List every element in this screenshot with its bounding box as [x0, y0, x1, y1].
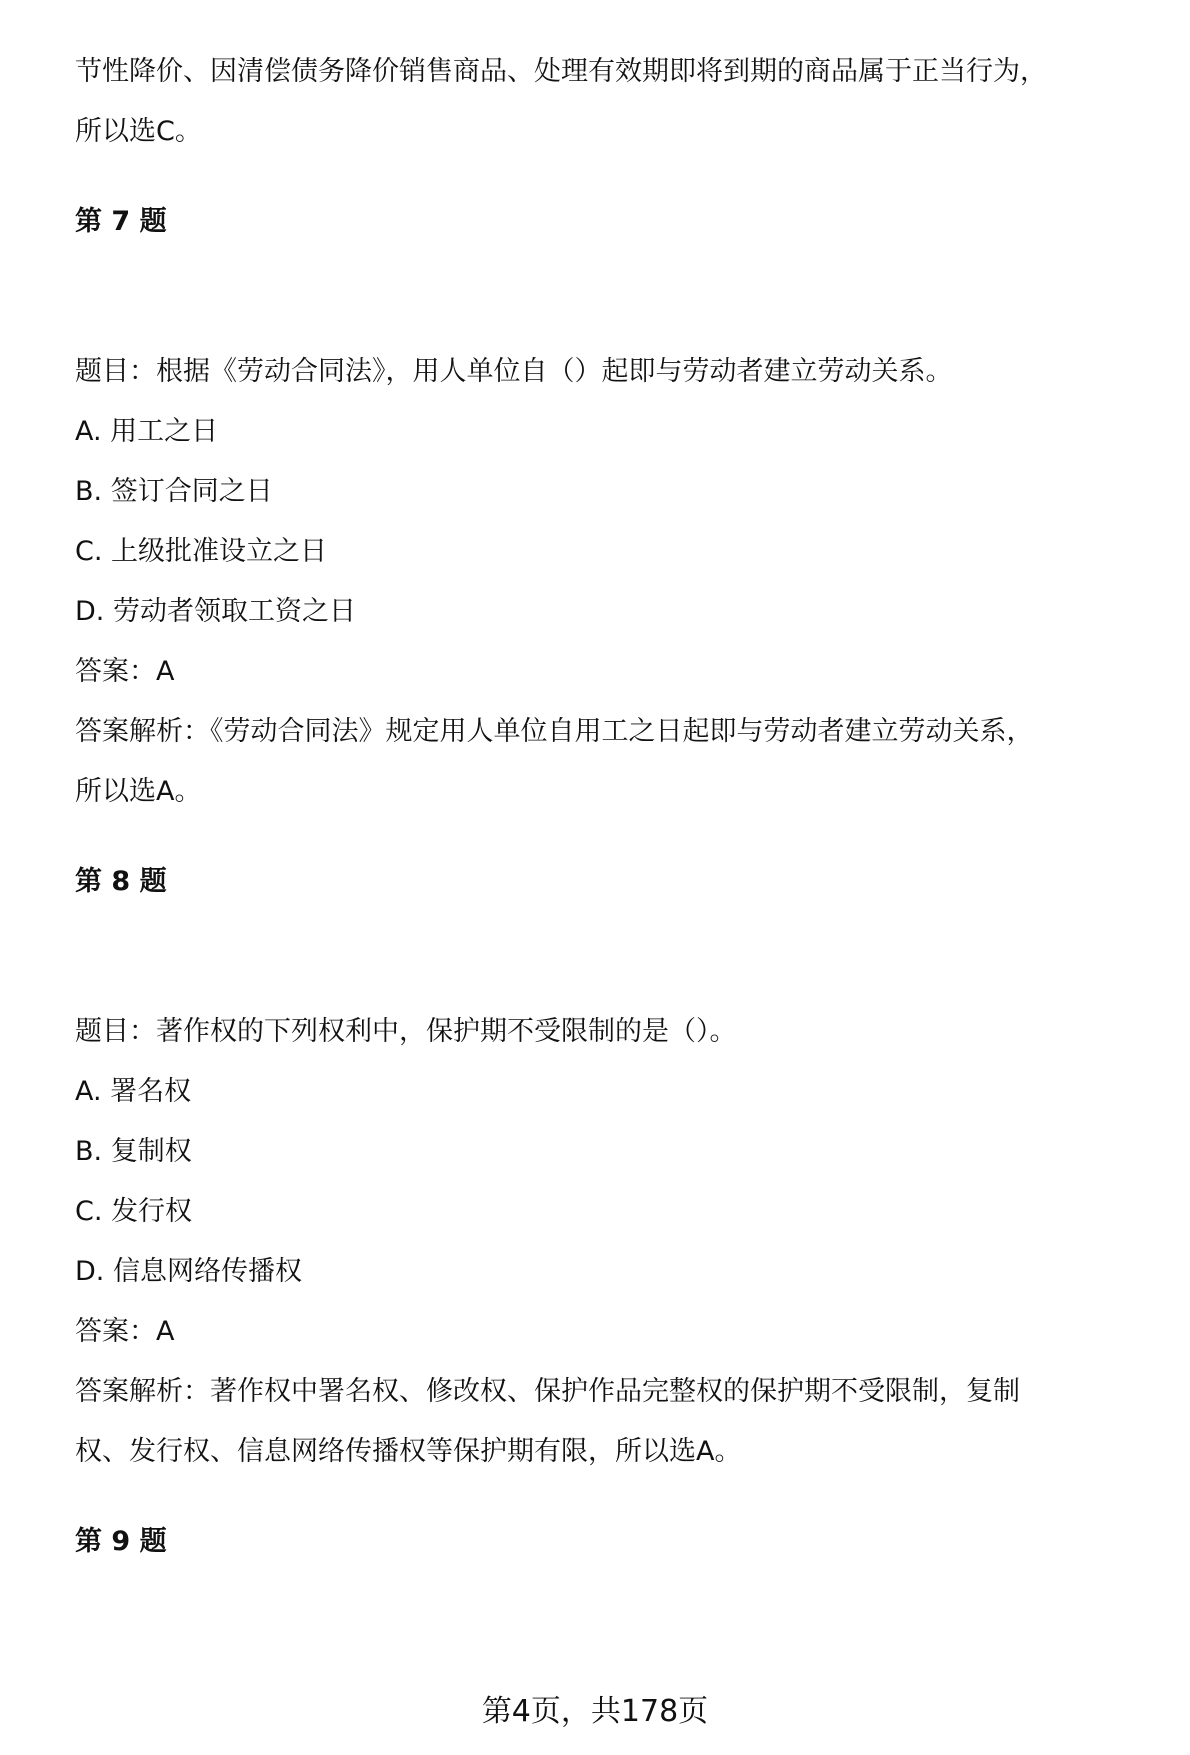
page-number-footer: 第4页，共178页: [481, 1694, 709, 1729]
question-8-explanation-line-2: 权、发行权、信息网络传播权等保护期有限，所以选A。: [75, 1436, 742, 1467]
question-8-explanation-line-1: 答案解析：著作权中署名权、修改权、保护作品完整权的保护期不受限制，复制: [75, 1376, 1020, 1407]
question-7-explanation-line-1: 答案解析：《劳动合同法》规定用人单位自用工之日起即与劳动者建立劳动关系，: [75, 716, 1034, 747]
carryover-explanation-line-2: 所以选C。: [75, 116, 202, 147]
question-8-option-a: A. 署名权: [75, 1076, 192, 1107]
question-7-option-c: C. 上级批准设立之日: [75, 536, 328, 567]
question-7-explanation-line-2: 所以选A。: [75, 776, 202, 807]
question-8-answer: 答案：A: [75, 1316, 175, 1347]
question-7-option-a: A. 用工之日: [75, 416, 219, 447]
question-7-answer: 答案：A: [75, 656, 175, 687]
question-8-stem: 题目：著作权的下列权利中，保护期不受限制的是（）。: [75, 1016, 737, 1047]
question-7-option-b: B. 签订合同之日: [75, 476, 273, 507]
question-8-option-b: B. 复制权: [75, 1136, 192, 1167]
question-7-heading: 第 7 题: [75, 206, 167, 237]
question-7-stem: 题目：根据《劳动合同法》，用人单位自（）起即与劳动者建立劳动关系。: [75, 356, 953, 387]
question-8-option-d: D. 信息网络传播权: [75, 1256, 302, 1287]
question-8-heading: 第 8 题: [75, 866, 167, 897]
question-9-heading: 第 9 题: [75, 1526, 167, 1557]
question-7-option-d: D. 劳动者领取工资之日: [75, 596, 356, 627]
carryover-explanation-line-1: 节性降价、因清偿债务降价销售商品、处理有效期即将到期的商品属于正当行为，: [75, 56, 1047, 87]
question-8-option-c: C. 发行权: [75, 1196, 193, 1227]
